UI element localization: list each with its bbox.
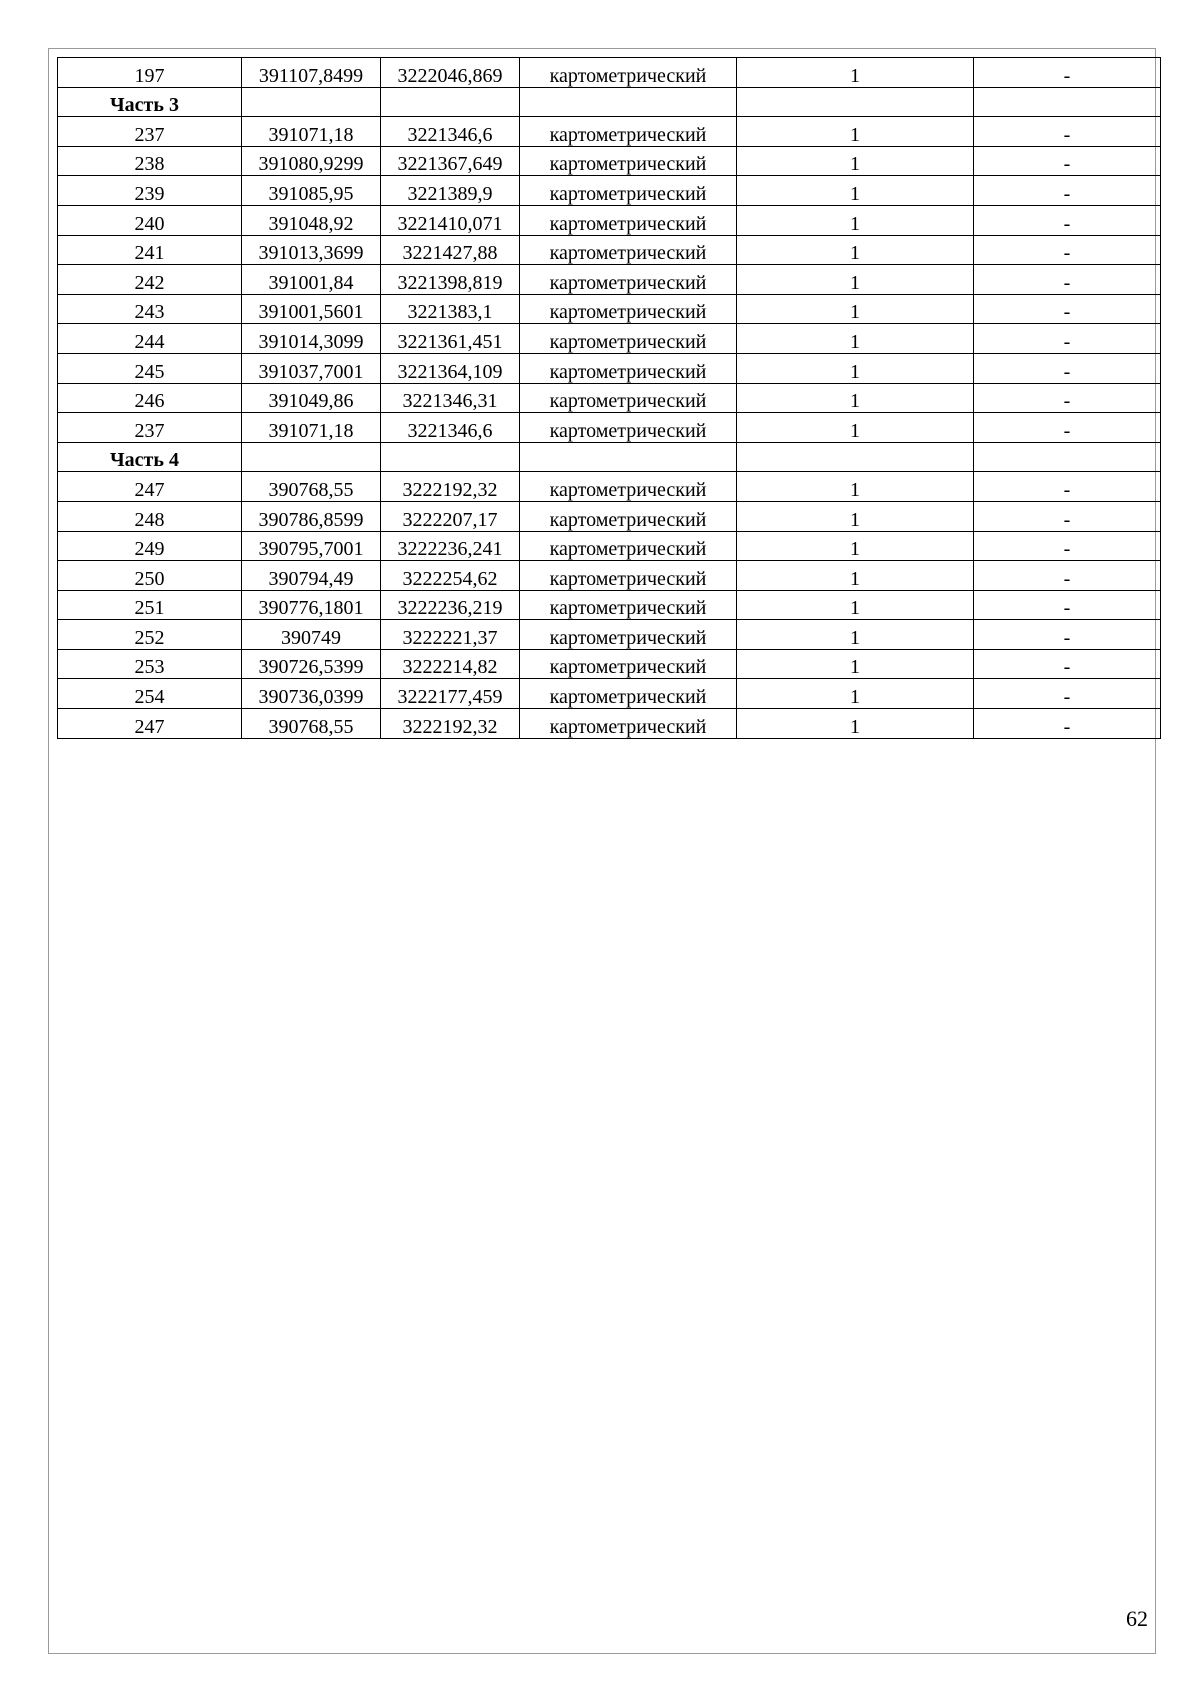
table-row	[58, 561, 1161, 591]
table-row	[58, 58, 1161, 88]
empty-cell	[737, 442, 974, 472]
method-cell: картометрический	[520, 620, 737, 650]
x-coordinate-cell: 391080,9299	[242, 146, 381, 176]
accuracy-cell: 1	[737, 117, 974, 147]
method-cell: картометрический	[520, 58, 737, 88]
method-cell: картометрический	[520, 265, 737, 295]
point-number-cell: 252	[58, 620, 242, 650]
method-cell: картометрический	[520, 294, 737, 324]
table-row	[58, 176, 1161, 206]
point-number-cell: 247	[58, 472, 242, 502]
x-coordinate-cell: 391013,3699	[242, 235, 381, 265]
y-coordinate-cell: 3222192,32	[381, 472, 520, 502]
description-cell: -	[974, 146, 1161, 176]
y-coordinate-cell: 3222214,82	[381, 649, 520, 679]
point-number-cell: 246	[58, 383, 242, 413]
x-coordinate-cell: 390736,0399	[242, 679, 381, 709]
description-cell: -	[974, 472, 1161, 502]
description-cell: -	[974, 176, 1161, 206]
empty-cell	[974, 87, 1161, 117]
table-row	[58, 294, 1161, 324]
y-coordinate-cell: 3222254,62	[381, 561, 520, 591]
description-cell: -	[974, 413, 1161, 443]
method-cell: картометрический	[520, 679, 737, 709]
x-coordinate-cell: 390786,8599	[242, 501, 381, 531]
description-cell: -	[974, 709, 1161, 739]
table-row	[58, 531, 1161, 561]
accuracy-cell: 1	[737, 176, 974, 206]
method-cell: картометрический	[520, 205, 737, 235]
accuracy-cell: 1	[737, 235, 974, 265]
table-row	[58, 353, 1161, 383]
method-cell: картометрический	[520, 501, 737, 531]
x-coordinate-cell: 390749	[242, 620, 381, 650]
x-coordinate-cell: 391001,5601	[242, 294, 381, 324]
table-row	[58, 117, 1161, 147]
method-cell: картометрический	[520, 117, 737, 147]
accuracy-cell: 1	[737, 709, 974, 739]
table-row	[58, 265, 1161, 295]
section-label: Часть 4	[58, 442, 242, 472]
accuracy-cell: 1	[737, 324, 974, 354]
y-coordinate-cell: 3221364,109	[381, 353, 520, 383]
table-row	[58, 620, 1161, 650]
x-coordinate-cell: 391048,92	[242, 205, 381, 235]
point-number-cell: 197	[58, 58, 242, 88]
table-row	[58, 709, 1161, 739]
empty-cell	[242, 442, 381, 472]
y-coordinate-cell: 3222236,219	[381, 590, 520, 620]
section-row	[58, 442, 1161, 472]
method-cell: картометрический	[520, 353, 737, 383]
empty-cell	[381, 87, 520, 117]
accuracy-cell: 1	[737, 590, 974, 620]
y-coordinate-cell: 3221427,88	[381, 235, 520, 265]
method-cell: картометрический	[520, 590, 737, 620]
y-coordinate-cell: 3221346,31	[381, 383, 520, 413]
empty-cell	[520, 87, 737, 117]
description-cell: -	[974, 501, 1161, 531]
x-coordinate-cell: 390794,49	[242, 561, 381, 591]
method-cell: картометрический	[520, 383, 737, 413]
table-row	[58, 235, 1161, 265]
x-coordinate-cell: 391049,86	[242, 383, 381, 413]
description-cell: -	[974, 383, 1161, 413]
description-cell: -	[974, 205, 1161, 235]
point-number-cell: 247	[58, 709, 242, 739]
point-number-cell: 251	[58, 590, 242, 620]
y-coordinate-cell: 3222221,37	[381, 620, 520, 650]
accuracy-cell: 1	[737, 561, 974, 591]
method-cell: картометрический	[520, 176, 737, 206]
table-row	[58, 413, 1161, 443]
table-row	[58, 679, 1161, 709]
description-cell: -	[974, 117, 1161, 147]
accuracy-cell: 1	[737, 353, 974, 383]
accuracy-cell: 1	[737, 620, 974, 650]
x-coordinate-cell: 390776,1801	[242, 590, 381, 620]
description-cell: -	[974, 324, 1161, 354]
accuracy-cell: 1	[737, 472, 974, 502]
y-coordinate-cell: 3221383,1	[381, 294, 520, 324]
x-coordinate-cell: 391085,95	[242, 176, 381, 206]
point-number-cell: 248	[58, 501, 242, 531]
accuracy-cell: 1	[737, 501, 974, 531]
x-coordinate-cell: 391107,8499	[242, 58, 381, 88]
description-cell: -	[974, 353, 1161, 383]
x-coordinate-cell: 391071,18	[242, 413, 381, 443]
table-row	[58, 146, 1161, 176]
accuracy-cell: 1	[737, 531, 974, 561]
x-coordinate-cell: 390768,55	[242, 472, 381, 502]
empty-cell	[974, 442, 1161, 472]
x-coordinate-cell: 390795,7001	[242, 531, 381, 561]
page-number: 62	[1126, 1606, 1148, 1631]
description-cell: -	[974, 590, 1161, 620]
accuracy-cell: 1	[737, 58, 974, 88]
x-coordinate-cell: 391071,18	[242, 117, 381, 147]
y-coordinate-cell: 3221398,819	[381, 265, 520, 295]
method-cell: картометрический	[520, 472, 737, 502]
method-cell: картометрический	[520, 235, 737, 265]
empty-cell	[381, 442, 520, 472]
point-number-cell: 244	[58, 324, 242, 354]
point-number-cell: 250	[58, 561, 242, 591]
accuracy-cell: 1	[737, 294, 974, 324]
point-number-cell: 237	[58, 413, 242, 443]
table-row	[58, 472, 1161, 502]
y-coordinate-cell: 3221410,071	[381, 205, 520, 235]
y-coordinate-cell: 3221389,9	[381, 176, 520, 206]
y-coordinate-cell: 3222236,241	[381, 531, 520, 561]
x-coordinate-cell: 391001,84	[242, 265, 381, 295]
table-row	[58, 649, 1161, 679]
point-number-cell: 240	[58, 205, 242, 235]
y-coordinate-cell: 3222192,32	[381, 709, 520, 739]
point-number-cell: 242	[58, 265, 242, 295]
empty-cell	[737, 87, 974, 117]
table-row	[58, 205, 1161, 235]
accuracy-cell: 1	[737, 679, 974, 709]
description-cell: -	[974, 265, 1161, 295]
y-coordinate-cell: 3222046,869	[381, 58, 520, 88]
method-cell: картометрический	[520, 413, 737, 443]
y-coordinate-cell: 3221367,649	[381, 146, 520, 176]
point-number-cell: 241	[58, 235, 242, 265]
table-row	[58, 383, 1161, 413]
method-cell: картометрический	[520, 649, 737, 679]
table-row	[58, 501, 1161, 531]
y-coordinate-cell: 3222207,17	[381, 501, 520, 531]
point-number-cell: 253	[58, 649, 242, 679]
table-row	[58, 590, 1161, 620]
method-cell: картометрический	[520, 709, 737, 739]
accuracy-cell: 1	[737, 205, 974, 235]
coordinates-table	[57, 57, 1161, 739]
accuracy-cell: 1	[737, 413, 974, 443]
description-cell: -	[974, 649, 1161, 679]
table-row	[58, 324, 1161, 354]
x-coordinate-cell: 390726,5399	[242, 649, 381, 679]
description-cell: -	[974, 531, 1161, 561]
section-label: Часть 3	[58, 87, 242, 117]
point-number-cell: 238	[58, 146, 242, 176]
accuracy-cell: 1	[737, 146, 974, 176]
y-coordinate-cell: 3221346,6	[381, 117, 520, 147]
method-cell: картометрический	[520, 561, 737, 591]
method-cell: картометрический	[520, 146, 737, 176]
accuracy-cell: 1	[737, 649, 974, 679]
point-number-cell: 239	[58, 176, 242, 206]
point-number-cell: 249	[58, 531, 242, 561]
empty-cell	[520, 442, 737, 472]
description-cell: -	[974, 58, 1161, 88]
point-number-cell: 237	[58, 117, 242, 147]
point-number-cell: 245	[58, 353, 242, 383]
description-cell: -	[974, 679, 1161, 709]
accuracy-cell: 1	[737, 265, 974, 295]
section-row	[58, 87, 1161, 117]
point-number-cell: 254	[58, 679, 242, 709]
accuracy-cell: 1	[737, 383, 974, 413]
x-coordinate-cell: 391037,7001	[242, 353, 381, 383]
point-number-cell: 243	[58, 294, 242, 324]
y-coordinate-cell: 3221346,6	[381, 413, 520, 443]
x-coordinate-cell: 390768,55	[242, 709, 381, 739]
description-cell: -	[974, 294, 1161, 324]
method-cell: картометрический	[520, 531, 737, 561]
description-cell: -	[974, 620, 1161, 650]
description-cell: -	[974, 561, 1161, 591]
x-coordinate-cell: 391014,3099	[242, 324, 381, 354]
y-coordinate-cell: 3221361,451	[381, 324, 520, 354]
empty-cell	[242, 87, 381, 117]
method-cell: картометрический	[520, 324, 737, 354]
coordinates-table-body	[58, 58, 1161, 739]
description-cell: -	[974, 235, 1161, 265]
y-coordinate-cell: 3222177,459	[381, 679, 520, 709]
